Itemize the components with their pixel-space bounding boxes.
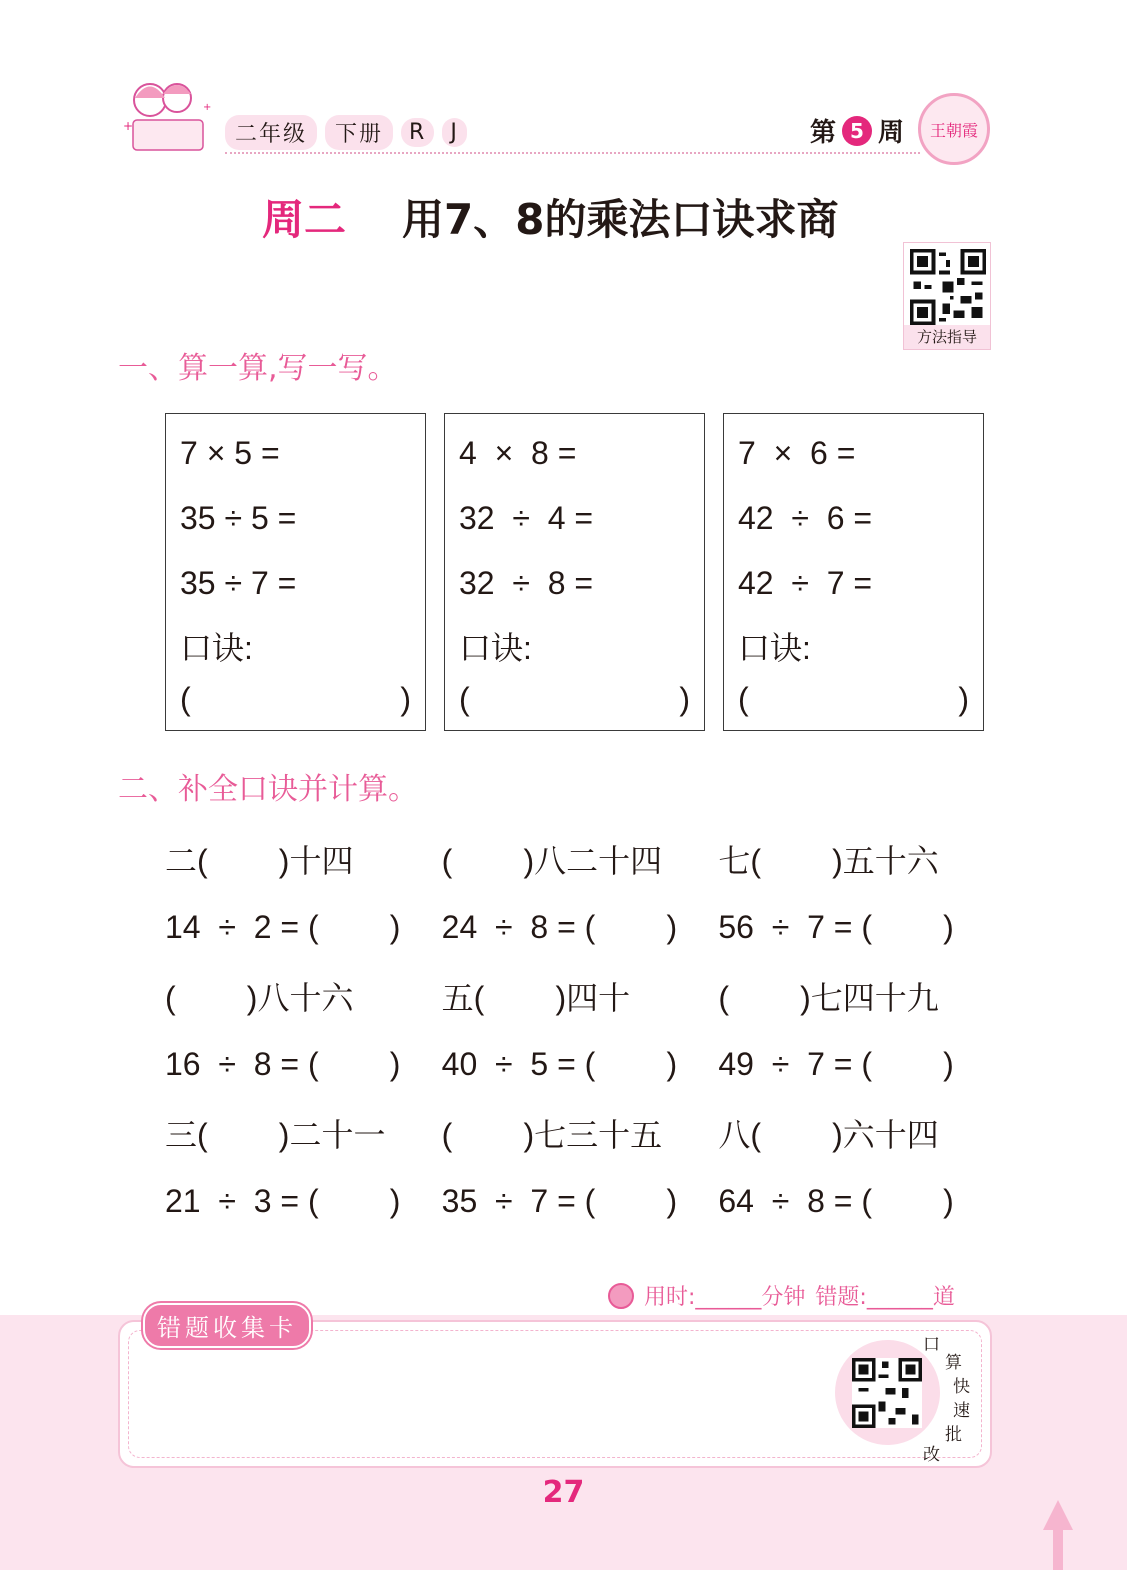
side-char: 快 xyxy=(953,1377,970,1397)
grid-row xyxy=(165,894,995,963)
answer-parentheses[interactable] xyxy=(459,681,690,718)
box-line: 7 × 6 = xyxy=(738,435,856,471)
answer-parentheses[interactable] xyxy=(738,681,969,718)
box-line: 口诀: xyxy=(180,630,253,666)
grid-cell[interactable]: 七( )五十六 xyxy=(718,843,939,880)
grid-cell[interactable]: ( )七三十五 xyxy=(441,1117,663,1154)
time-record xyxy=(608,1280,955,1311)
week-prefix: 第 xyxy=(810,118,837,148)
grid-cell[interactable]: ( )八十六 xyxy=(165,980,354,1017)
grid-cell[interactable]: ( )七四十九 xyxy=(718,980,939,1017)
box-line: 32 ÷ 8 = xyxy=(459,565,594,601)
clock-icon xyxy=(608,1283,634,1309)
qr-code-icon[interactable] xyxy=(852,1358,922,1428)
exercise-box-3 xyxy=(723,413,984,731)
svg-text:+: + xyxy=(203,102,212,113)
box-line: 4 × 8 = xyxy=(459,435,577,471)
open-paren: ( xyxy=(180,681,191,717)
side-char: 批 xyxy=(945,1425,962,1445)
grid-row xyxy=(165,825,995,894)
box-line: 35 ÷ 7 = xyxy=(180,565,297,601)
box-line: 42 ÷ 7 = xyxy=(738,565,873,601)
card-title: 错题收集卡 xyxy=(143,1303,311,1348)
box-line: 32 ÷ 4 = xyxy=(459,500,594,536)
grid-cell[interactable]: ( )八二十四 xyxy=(441,843,663,880)
box-line: 42 ÷ 6 = xyxy=(738,500,873,536)
grid-cell[interactable]: 五( )四十 xyxy=(441,980,631,1017)
grid-cell[interactable]: 35 ÷ 7 = ( ) xyxy=(441,1183,678,1220)
grid-row xyxy=(165,1031,995,1100)
grade-bar xyxy=(225,115,467,150)
grade-chip: 二年级 xyxy=(225,115,317,150)
week-suffix: 周 xyxy=(878,118,905,148)
grid-cell[interactable]: 21 ÷ 3 = ( ) xyxy=(165,1183,401,1220)
open-paren: ( xyxy=(459,681,470,717)
section-1-heading: 一、算一算,写一写。 xyxy=(118,351,398,386)
grid-cell[interactable]: 三( )二十一 xyxy=(165,1117,386,1154)
section-2-heading: 二、补全口诀并计算。 xyxy=(118,772,418,807)
grid-cell[interactable]: 56 ÷ 7 = ( ) xyxy=(718,909,954,946)
time-label[interactable]: 用时:______分钟 xyxy=(644,1285,806,1310)
grid-cell[interactable]: 64 ÷ 8 = ( ) xyxy=(718,1183,954,1220)
exercise-box-1 xyxy=(165,413,426,731)
grid-row xyxy=(165,962,995,1031)
qr-label: 方法指导 xyxy=(904,325,990,349)
seal-text: 王朝霞 xyxy=(929,120,978,140)
method-guide-qr[interactable] xyxy=(903,242,991,350)
exercise-grid xyxy=(165,825,995,1236)
box-line: 35 ÷ 5 = xyxy=(180,500,297,536)
week-number: 5 xyxy=(842,116,872,146)
grid-row xyxy=(165,1168,995,1237)
box-line: 7 × 5 = xyxy=(180,435,280,471)
week-label xyxy=(810,112,904,149)
page-number: 27 xyxy=(542,1475,585,1510)
title-day: 周二 xyxy=(262,195,347,244)
title-topic: 用7、8的乘法口诀求商 xyxy=(402,195,839,244)
grid-cell[interactable]: 14 ÷ 2 = ( ) xyxy=(165,909,401,946)
arrow-up-icon xyxy=(1043,1500,1073,1570)
exercise-box-2 xyxy=(444,413,705,731)
grid-row xyxy=(165,1099,995,1168)
side-char: 改 xyxy=(923,1445,940,1465)
edition-r-chip: R xyxy=(401,118,434,147)
page-title xyxy=(262,187,838,247)
side-char: 算 xyxy=(945,1353,962,1373)
close-paren: ) xyxy=(400,681,411,717)
grid-cell[interactable]: 二( )十四 xyxy=(165,843,354,880)
page-header xyxy=(115,70,995,170)
open-paren: ( xyxy=(738,681,749,717)
grid-cell[interactable]: 24 ÷ 8 = ( ) xyxy=(441,909,678,946)
volume-chip: 下册 xyxy=(325,115,393,150)
answer-parentheses[interactable] xyxy=(180,681,411,718)
edition-j-chip: J xyxy=(442,118,467,147)
header-dotted-line xyxy=(225,152,920,154)
side-char: 口 xyxy=(923,1335,940,1355)
grid-cell[interactable]: 49 ÷ 7 = ( ) xyxy=(718,1046,954,1083)
kids-illustration xyxy=(115,70,215,165)
box-line: 口诀: xyxy=(738,630,811,666)
grid-cell[interactable]: 八( )六十四 xyxy=(718,1117,939,1154)
close-paren: ) xyxy=(958,681,969,717)
side-char: 速 xyxy=(953,1401,970,1421)
box-line: 口诀: xyxy=(459,630,532,666)
qr-code-icon xyxy=(910,249,986,325)
error-label[interactable]: 错题:______道 xyxy=(815,1285,955,1310)
author-seal xyxy=(918,93,990,165)
grid-cell[interactable]: 40 ÷ 5 = ( ) xyxy=(441,1046,678,1083)
close-paren: ) xyxy=(679,681,690,717)
svg-text:+: + xyxy=(123,119,134,133)
grid-cell[interactable]: 16 ÷ 8 = ( ) xyxy=(165,1046,401,1083)
